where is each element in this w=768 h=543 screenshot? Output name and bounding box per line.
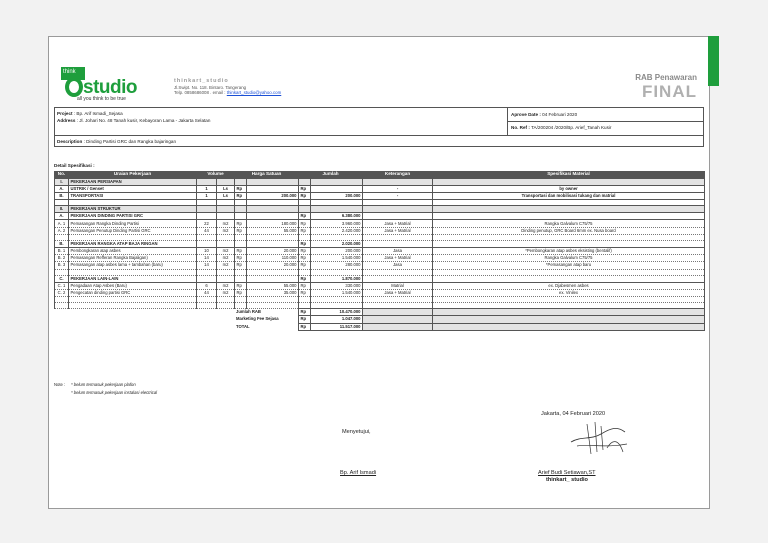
- totals-rp: Rp: [299, 309, 311, 316]
- cell-unit: [217, 275, 235, 282]
- totals-value: 11.517.000: [311, 323, 363, 330]
- th-keterangan: Keterangan: [363, 171, 433, 178]
- cell-desc: PEKERJAAN LAIN-LAIN: [69, 275, 197, 282]
- cell-price: 200.000: [247, 192, 299, 199]
- place-date: Jakarta, 04 Februari 2020: [541, 411, 606, 417]
- cell-no: A.: [55, 185, 69, 192]
- cell-price: 180.000: [247, 220, 299, 227]
- cell-rp: [235, 206, 247, 213]
- cell-volume: 1: [197, 185, 217, 192]
- cell-spec: Rangka Galvalum C75/75: [433, 220, 705, 227]
- table-header: [55, 171, 705, 178]
- totals-spec-box: [433, 309, 705, 316]
- th-volume: Volume: [197, 171, 235, 178]
- cell-rp: Rp: [299, 248, 311, 255]
- green-accent-bar: [708, 36, 719, 86]
- title-small: RAB Penawaran: [635, 73, 697, 82]
- cell-rp: Rp: [235, 248, 247, 255]
- cell-total: 200.000: [311, 248, 363, 255]
- cell-total: 2.020.000: [311, 240, 363, 247]
- cell-keterangan: Matrial: [363, 282, 433, 289]
- logo-tagline: all you think to be true: [77, 96, 126, 102]
- cell-total: 200.000: [311, 192, 363, 199]
- cell-rp: Rp: [235, 262, 247, 269]
- cell-no: I.: [55, 178, 69, 185]
- totals-spec-box: [433, 323, 705, 330]
- cell-unit: m2: [217, 255, 235, 262]
- th-no: No.: [55, 171, 69, 178]
- logo-think: think: [61, 67, 85, 80]
- cell-unit: [217, 178, 235, 185]
- cell-keterangan: [363, 206, 433, 213]
- company-logo: [61, 67, 137, 102]
- cell-unit: Ls: [217, 185, 235, 192]
- cell-total: 1.540.000: [311, 289, 363, 296]
- cell-price: [247, 206, 299, 213]
- cell-spec: Rangka Galvalum C75/75: [433, 255, 705, 262]
- totals-ket-box: [363, 323, 433, 330]
- cell-rp: Rp: [235, 192, 247, 199]
- cell-volume: 22: [197, 220, 217, 227]
- cell-desc: Pemasangan Rangka Dinding Partisi: [69, 220, 197, 227]
- cell-total: 2.420.000: [311, 227, 363, 234]
- cell-keterangan: -: [363, 185, 433, 192]
- cell-price: [247, 185, 299, 192]
- cell-volume: [197, 240, 217, 247]
- cell-keterangan: Jasa + Matrial: [363, 289, 433, 296]
- table-row: [55, 192, 705, 199]
- cell-spec: Transportasi dan mobilisasi tukang dan matrial: [433, 192, 705, 199]
- cell-total: 280.000: [311, 262, 363, 269]
- rab-table: [54, 171, 705, 331]
- table-section-row: [55, 206, 705, 213]
- table-row: [55, 227, 705, 234]
- cell-volume: 44: [197, 289, 217, 296]
- cell-spec: by owner: [433, 185, 705, 192]
- totals-rp: Rp: [299, 316, 311, 323]
- signer-name: Arief Budi Setiawan,ST: [538, 470, 596, 476]
- cell-spec: [433, 178, 705, 185]
- cell-volume: 6: [197, 282, 217, 289]
- cell-volume: [197, 206, 217, 213]
- cell-rp: [299, 206, 311, 213]
- cell-desc: PEKERJAAN RANGKA ATAP BAJA RINGAN: [69, 240, 197, 247]
- cell-total: [311, 206, 363, 213]
- document-page: [48, 36, 710, 509]
- cell-rp: Rp: [299, 192, 311, 199]
- totals-value: 1.047.000: [311, 316, 363, 323]
- cell-no: B. 3: [55, 262, 69, 269]
- cell-rp: Rp: [235, 255, 247, 262]
- th-spesifikasi: Spesifikasi Material: [433, 171, 705, 178]
- company-info: [174, 79, 281, 96]
- cell-rp: Rp: [299, 213, 311, 220]
- cell-keterangan: [363, 275, 433, 282]
- cell-spec: *Pemasangan atap baru: [433, 262, 705, 269]
- logo-studio: studio: [83, 77, 137, 98]
- totals-label: TOTAL: [236, 323, 250, 329]
- table-row: [55, 220, 705, 227]
- cell-total: 6.380.000: [311, 213, 363, 220]
- table-row: [55, 262, 705, 269]
- cell-price: 55.000: [247, 282, 299, 289]
- cell-total: 330.000: [311, 282, 363, 289]
- cell-desc: Pemasangan Refferan Rangka Bajaligan): [69, 255, 197, 262]
- table-row: [55, 213, 705, 220]
- cell-price: 110.000: [247, 255, 299, 262]
- cell-desc: Pembongkaran atap asbes: [69, 248, 197, 255]
- cell-unit: [217, 213, 235, 220]
- cell-no: B. 1: [55, 248, 69, 255]
- cell-spec: *Pembongkaran atap asbes eksisting (bentalif): [433, 248, 705, 255]
- cell-rp: Rp: [299, 282, 311, 289]
- cell-volume: [197, 178, 217, 185]
- th-harga: Harga Satuan: [235, 171, 299, 178]
- cell-rp: [235, 178, 247, 185]
- document-title: [635, 73, 697, 102]
- company-name: thinkart_studio: [174, 78, 229, 84]
- cell-volume: [197, 213, 217, 220]
- cell-rp: Rp: [299, 275, 311, 282]
- cell-price: 35.000: [247, 289, 299, 296]
- cell-desc: USTRIK / Genset: [69, 185, 197, 192]
- totals-ket-box: [363, 309, 433, 316]
- cell-price: [247, 275, 299, 282]
- totals-label: Marketing Fee Sejasa: [236, 316, 279, 322]
- aprove-date: Aprove Date : 04 Februari 2020: [511, 112, 578, 117]
- cell-rp: Rp: [235, 289, 247, 296]
- cell-keterangan: [363, 178, 433, 185]
- cell-rp: Rp: [299, 289, 311, 296]
- totals-row: [55, 316, 705, 323]
- cell-unit: m2: [217, 282, 235, 289]
- company-email-link[interactable]: thinkart_studio@yahoo.com: [226, 90, 282, 96]
- cell-no: B. 2: [55, 255, 69, 262]
- desc-divider: [54, 135, 704, 136]
- cell-keterangan: Jasa + Matrial: [363, 227, 433, 234]
- note-line-1: * belum termasuk pekerjaan plafon: [71, 382, 136, 387]
- cell-keterangan: Jasa: [363, 262, 433, 269]
- totals-ket-box: [363, 316, 433, 323]
- note-line-2: * belum termasuk pekerjaan instalasi electrical: [71, 390, 158, 395]
- table-row: [55, 185, 705, 192]
- detail-spec-label: Detail Spesifikasi :: [54, 163, 95, 168]
- cell-total: [311, 185, 363, 192]
- company-contact: Telp. 0858686008 . email : thinkart_studio@yahoo.com: [174, 90, 282, 96]
- cell-unit: [217, 206, 235, 213]
- cell-unit: [217, 240, 235, 247]
- cell-price: 20.000: [247, 262, 299, 269]
- cell-price: [247, 240, 299, 247]
- cell-total: 1.870.000: [311, 275, 363, 282]
- cell-unit: m2: [217, 289, 235, 296]
- cell-rp: [235, 240, 247, 247]
- table-row: [55, 255, 705, 262]
- cell-spec: [433, 206, 705, 213]
- totals-row: [55, 309, 705, 316]
- cell-spec: ex. Djabesmen asbes: [433, 282, 705, 289]
- cell-total: [311, 178, 363, 185]
- note-label: Note :: [54, 382, 66, 387]
- totals-label: Jumlah RAB: [236, 309, 261, 315]
- cell-total: 1.540.000: [311, 255, 363, 262]
- totals-spacer: [55, 309, 235, 316]
- cell-spec: Dinding penutup, GRC Board 6mm ex. Nusa board: [433, 227, 705, 234]
- cell-desc: Pengadaan Atap Asbes (Baru): [69, 282, 197, 289]
- ref-divider: [507, 121, 704, 122]
- cell-rp: Rp: [299, 185, 311, 192]
- project-line: Project : Bp. Arif Ismadi_Sejasa: [57, 111, 123, 116]
- cell-unit: m2: [217, 248, 235, 255]
- cell-no: A. 2: [55, 227, 69, 234]
- cell-no: A.: [55, 213, 69, 220]
- cell-rp: [235, 275, 247, 282]
- cell-no: B.: [55, 192, 69, 199]
- logo-a-mark: [65, 77, 83, 97]
- cell-no: C.: [55, 275, 69, 282]
- th-uraian: Uraian Pekerjaan: [69, 171, 197, 178]
- cell-volume: 44: [197, 227, 217, 234]
- cell-no: II.: [55, 206, 69, 213]
- cell-rp: Rp: [299, 220, 311, 227]
- cell-price: [247, 213, 299, 220]
- cell-rp: [299, 178, 311, 185]
- cell-keterangan: Jasa: [363, 248, 433, 255]
- cell-keterangan: Jasa + Matrial: [363, 220, 433, 227]
- cell-unit: m2: [217, 262, 235, 269]
- totals-spec-box: [433, 316, 705, 323]
- agree-label: Menyetujui,: [342, 429, 371, 435]
- cell-spec: [433, 240, 705, 247]
- totals-value: 10.470.000: [311, 309, 363, 316]
- cell-desc: Pengecatan dinding partisi GRC: [69, 289, 197, 296]
- cell-rp: Rp: [299, 255, 311, 262]
- cell-no: A. 1: [55, 220, 69, 227]
- table-section-row: [55, 178, 705, 185]
- cell-volume: 1: [197, 192, 217, 199]
- cell-desc: Pemasangan Penutup Dinding Partisi GRC: [69, 227, 197, 234]
- owner-name: Bp. Arif Ismadi: [340, 470, 377, 476]
- cell-volume: 14: [197, 255, 217, 262]
- cell-desc: PEKERJAAN PERSIAPAN: [69, 178, 197, 185]
- description-line: Description : Dinding Partisi GRC dan Rangka bajaringan: [57, 139, 176, 144]
- cell-volume: [197, 275, 217, 282]
- cell-rp: Rp: [235, 220, 247, 227]
- cell-rp: Rp: [235, 185, 247, 192]
- table-row: [55, 248, 705, 255]
- cell-keterangan: -: [363, 192, 433, 199]
- totals-row: [55, 323, 705, 330]
- cell-unit: m2: [217, 220, 235, 227]
- title-big: FINAL: [641, 82, 697, 101]
- address-line: Address : Jl. Johari No. 48 Tanah kusir, Kebayoran Lama - Jakarta Selatan: [57, 118, 211, 123]
- cell-rp: Rp: [299, 227, 311, 234]
- cell-rp: Rp: [235, 282, 247, 289]
- cell-keterangan: [363, 213, 433, 220]
- cell-total: 3.960.000: [311, 220, 363, 227]
- cell-spec: ex. Vinilex: [433, 289, 705, 296]
- table-row: [55, 240, 705, 247]
- totals-spacer: [55, 316, 235, 323]
- cell-spec: [433, 213, 705, 220]
- cell-price: 55.000: [247, 227, 299, 234]
- cell-keterangan: [363, 240, 433, 247]
- cell-desc: TRANSPORTASI: [69, 192, 197, 199]
- cell-price: 20.000: [247, 248, 299, 255]
- company-address: Jl.Swipt. No. 118. Bintaro. Tangerang: [174, 84, 247, 90]
- signer-company: thinkart_ studio: [546, 477, 588, 483]
- cell-desc: Pemasangan atap asbes lama + tambahan (baru): [69, 262, 197, 269]
- totals-spacer: [55, 323, 235, 330]
- cell-no: C. 1: [55, 282, 69, 289]
- cell-desc: PEKERJAAN DINDING PARTISI GRC: [69, 213, 197, 220]
- cell-unit: Ls: [217, 192, 235, 199]
- cell-no: B.: [55, 240, 69, 247]
- cell-unit: m2: [217, 227, 235, 234]
- th-jumlah: Jumlah: [299, 171, 363, 178]
- cell-keterangan: Jasa + Matrial: [363, 255, 433, 262]
- ref-number: No. Ref : TA/200204 /2020/Bp. Arief_Tanah Kusir: [511, 125, 612, 130]
- cell-rp: [235, 213, 247, 220]
- cell-desc: PEKERJAAN STRUKTUR: [69, 206, 197, 213]
- table-row: [55, 289, 705, 296]
- cell-no: C. 2: [55, 289, 69, 296]
- cell-rp: Rp: [299, 240, 311, 247]
- cell-volume: 10: [197, 248, 217, 255]
- signature-scribble-icon: [567, 418, 631, 458]
- cell-spec: [433, 275, 705, 282]
- cell-volume: 14: [197, 262, 217, 269]
- cell-price: [247, 178, 299, 185]
- cell-rp: Rp: [235, 227, 247, 234]
- cell-rp: Rp: [299, 262, 311, 269]
- table-row: [55, 282, 705, 289]
- totals-rp: Rp: [299, 323, 311, 330]
- table-row: [55, 275, 705, 282]
